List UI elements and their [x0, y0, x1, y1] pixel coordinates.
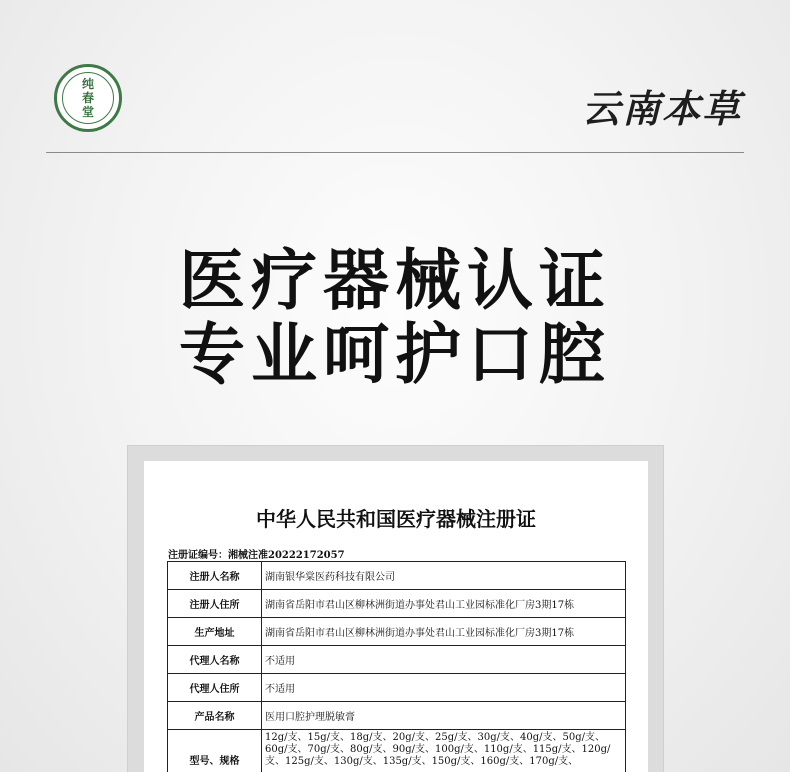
certificate-title: 中华人民共和国医疗器械注册证 — [256, 507, 536, 531]
table-row — [168, 562, 626, 590]
certificate — [144, 461, 648, 772]
table-row — [168, 674, 626, 702]
row-value: 湖南省岳阳市君山区柳林洲街道办事处君山工业园标准化厂房3期17栋 — [262, 590, 626, 618]
row-key: 代理人名称 — [168, 646, 262, 674]
row-value: 医用口腔护理脱敏膏 — [262, 702, 626, 730]
table-row — [168, 730, 626, 772]
table-row — [168, 590, 626, 618]
logo-char-1: 纯 — [81, 77, 94, 91]
brand-wordmark: 云南本草 — [581, 86, 742, 131]
row-key: 注册人名称 — [168, 562, 262, 590]
row-key: 型号、规格 — [168, 730, 262, 772]
headline-line-1: 医疗器械认证 — [179, 242, 611, 319]
row-value: 湖南银华棠医药科技有限公司 — [262, 562, 626, 590]
brand-logo-seal — [54, 64, 122, 132]
logo-char-2: 春 — [81, 91, 94, 105]
logo-char-3: 堂 — [81, 105, 94, 119]
row-value: 12g/支、15g/支、18g/支、20g/支、25g/支、30g/支、40g/支、50g/支、60g/支、70g/支、80g/支、90g/支、100g/支、110g/支、115g/支、120g/支、125g/支、130g/支、135g/支、150g/支、160g/支、170g/支、 — [262, 730, 626, 772]
headline-line-2: 专业呵护口腔 — [179, 316, 611, 393]
row-key: 生产地址 — [168, 618, 262, 646]
row-key: 产品名称 — [168, 702, 262, 730]
registration-label: 注册证编号： — [168, 550, 228, 561]
row-key: 代理人住所 — [168, 674, 262, 702]
row-value: 不适用 — [262, 674, 626, 702]
table-row — [168, 646, 626, 674]
row-key: 注册人住所 — [168, 590, 262, 618]
registration-value: 湘械注准20222172057 — [228, 550, 345, 561]
registration-number — [168, 546, 345, 561]
certificate-table — [167, 561, 626, 772]
table-row — [168, 702, 626, 730]
brand-logo-text — [62, 72, 114, 124]
header-divider — [46, 152, 744, 153]
table-row — [168, 618, 626, 646]
row-value: 湖南省岳阳市君山区柳林洲街道办事处君山工业园标准化厂房3期17栋 — [262, 618, 626, 646]
row-value: 不适用 — [262, 646, 626, 674]
